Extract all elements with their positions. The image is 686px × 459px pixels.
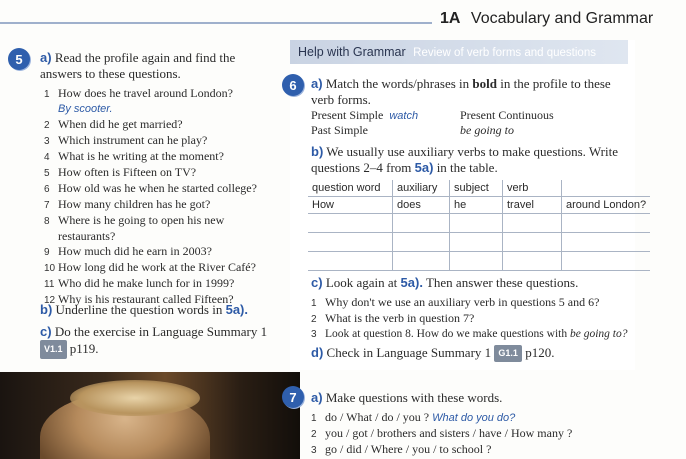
ex7-item-list bbox=[311, 410, 572, 458]
ex7a-instruction: a) Make questions with these words. bbox=[311, 390, 503, 405]
list-item: 2 What is the verb in question 7? bbox=[311, 311, 475, 325]
header-auxiliary: auxiliary bbox=[393, 180, 450, 197]
table-header-row bbox=[308, 180, 650, 197]
unit-number: 1A bbox=[440, 10, 461, 27]
list-item: 1 Why don't we use an auxiliary verb in questions 5 and 6? bbox=[311, 295, 600, 309]
question-table bbox=[308, 180, 650, 271]
header-question-word: question word bbox=[308, 180, 393, 197]
header-subject: subject bbox=[450, 180, 503, 197]
list-item: 1 How does he travel around London? bbox=[44, 86, 233, 100]
ex5a-instruction: a) Read the profile again and find the answers to these questions. bbox=[40, 50, 236, 81]
ex6c-instruction: c) Look again at 5a). Then answer these questions. bbox=[311, 275, 579, 290]
verb-form-going-to: be going to bbox=[460, 123, 514, 137]
ex6d-instruction: d) Check in Language Summary 1 G1.1 p120. bbox=[311, 345, 555, 360]
ex6c-question-list bbox=[311, 295, 627, 342]
ex5-question-list bbox=[44, 86, 257, 308]
exercise-7-badge: 7 bbox=[282, 386, 304, 408]
list-item: 3 Look at question 8. How do we make questions with be going to? bbox=[311, 328, 628, 340]
table-row[interactable] bbox=[308, 233, 650, 252]
list-item: 11 Who did he make lunch for in 1999? bbox=[44, 276, 235, 290]
grammar-box-header bbox=[290, 40, 628, 64]
table-row: How does he travel around London? bbox=[308, 197, 650, 214]
header-blank bbox=[562, 180, 651, 197]
verb-form-present-simple: Present Simple watch bbox=[311, 108, 419, 122]
list-item: 5 How often is Fifteen on TV? bbox=[44, 165, 197, 179]
list-item: 3 go / did / Where / you / to school ? bbox=[311, 442, 492, 456]
list-item: 2 you / got / brothers and sisters / have / How many ? bbox=[311, 426, 573, 440]
list-item: 12 Why is his restaurant called Fifteen? bbox=[44, 292, 234, 306]
header-rule bbox=[0, 22, 432, 24]
grammar-box-title: Help with Grammar bbox=[298, 45, 406, 59]
ex5c-instruction: c) Do the exercise in Language Summary 1 V1.1 p119. bbox=[40, 323, 267, 359]
grammar-box-subtitle: Review of verb forms and questions bbox=[413, 47, 596, 59]
list-item: 6 How old was he when he started college? bbox=[44, 181, 257, 195]
table-row[interactable] bbox=[308, 252, 650, 271]
table-row[interactable] bbox=[308, 214, 650, 233]
answer-example: By scooter. bbox=[58, 103, 113, 115]
list-item: 1 do / What / do / you ? What do you do? bbox=[311, 410, 516, 424]
ex6b-instruction: b) We usually use auxiliary verbs to make questions. Write questions 2–4 from 5a) in the table. bbox=[311, 144, 619, 175]
exercise-5-badge: 5 bbox=[8, 48, 30, 70]
list-item: 8 Where is he going to open his new bbox=[44, 213, 225, 227]
verb-form-past-simple: Past Simple bbox=[311, 123, 369, 137]
chef-photo bbox=[0, 372, 300, 459]
list-item: 10 How long did he work at the River Café? bbox=[44, 260, 256, 274]
unit-title: Vocabulary and Grammar bbox=[470, 10, 654, 27]
list-item: 3 Which instrument can he play? bbox=[44, 133, 208, 147]
list-item: 7 How many children has he got? bbox=[44, 197, 211, 211]
list-item: 2 When did he get married? bbox=[44, 117, 183, 131]
list-item: restaurants? bbox=[58, 229, 116, 243]
list-item: 9 How much did he earn in 2003? bbox=[44, 244, 212, 258]
language-summary-tag: V1.1 bbox=[40, 340, 67, 359]
ex6a-instruction: a) Match the words/phrases in bold in the profile to these verb forms. bbox=[311, 76, 611, 107]
list-item: 4 What is he writing at the moment? bbox=[44, 149, 224, 163]
ex5b-instruction: b) Underline the question words in 5a). bbox=[40, 302, 248, 317]
verb-form-present-continuous: Present Continuous bbox=[460, 108, 554, 122]
language-summary-tag: G1.1 bbox=[494, 345, 522, 362]
unit-header bbox=[440, 10, 653, 28]
header-verb: verb bbox=[503, 180, 562, 197]
exercise-6-badge: 6 bbox=[282, 74, 304, 96]
